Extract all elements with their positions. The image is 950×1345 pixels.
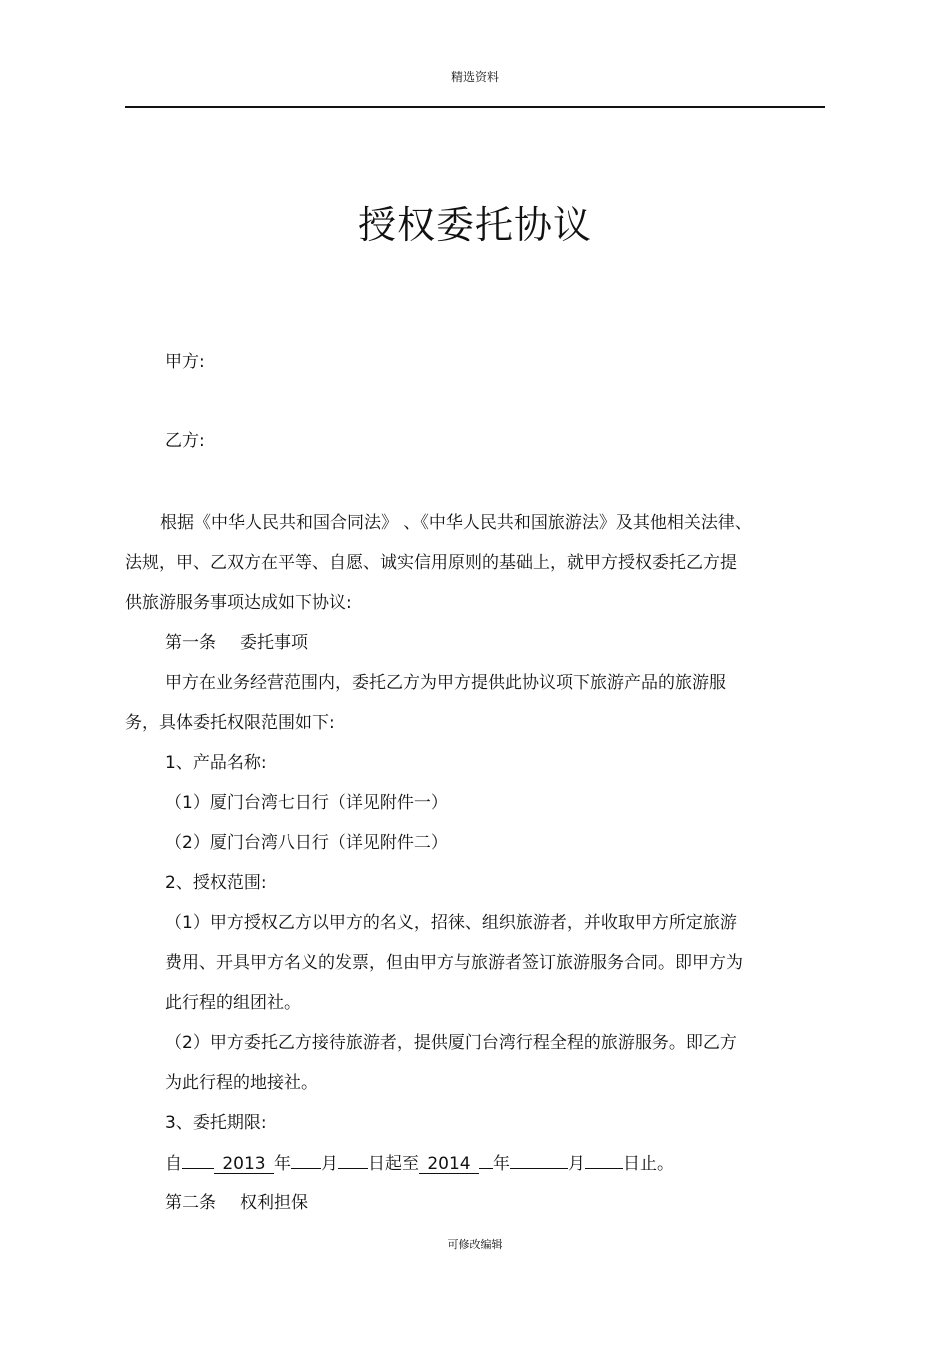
term-day-2: 日止。 xyxy=(623,1154,674,1174)
party-b-label: 乙方: xyxy=(165,431,205,451)
term-start-year: 2013 xyxy=(214,1155,274,1174)
article-1-heading xyxy=(165,628,308,653)
scope-2-line-1: （2）甲方委托乙方接待旅游者，提供厦门台湾行程全程的旅游服务。即乙方 xyxy=(165,1033,737,1053)
term-year-2: 年 xyxy=(493,1154,510,1174)
page-header: 精选资料 xyxy=(450,70,499,84)
item-3-label: 3、委托期限: xyxy=(165,1113,267,1133)
item-2-label: 2、授权范围: xyxy=(165,873,267,893)
party-a-label: 甲方: xyxy=(165,352,205,372)
term-line xyxy=(165,1149,674,1174)
article-1-title: 委托事项 xyxy=(240,633,308,653)
article-1-intro-line-2: 务，具体委托权限范围如下: xyxy=(125,713,335,733)
term-day-1: 日起至 xyxy=(368,1154,419,1174)
term-end-year: 2014 xyxy=(419,1155,479,1174)
scope-1-line-1: （1）甲方授权乙方以甲方的名义，招徕、组织旅游者，并收取甲方所定旅游 xyxy=(165,913,737,933)
term-day-1-blank xyxy=(338,1168,368,1169)
term-day-2-blank xyxy=(585,1168,623,1169)
header-rule xyxy=(125,106,825,108)
scope-2-line-2: 为此行程的地接社。 xyxy=(165,1073,318,1093)
scope-1-line-2: 费用、开具甲方名义的发票，但由甲方与旅游者签订旅游服务合同。即甲方为 xyxy=(165,953,743,973)
preamble-line-2: 法规，甲、乙双方在平等、自愿、诚实信用原则的基础上，就甲方授权委托乙方提 xyxy=(125,553,737,573)
term-month-2-blank xyxy=(510,1168,568,1169)
term-month-1-blank xyxy=(291,1168,321,1169)
term-from: 自 xyxy=(165,1154,182,1174)
preamble-line-1: 根据《中华人民共和国合同法》 、《中华人民共和国旅游法》及其他相关法律、 xyxy=(160,513,752,533)
item-1-label: 1、产品名称: xyxy=(165,753,267,773)
term-month-1: 月 xyxy=(321,1154,338,1174)
article-2-title: 权利担保 xyxy=(240,1193,308,1213)
term-year-2-blank xyxy=(479,1168,493,1169)
scope-1-line-3: 此行程的组团社。 xyxy=(165,993,301,1013)
product-2: （2）厦门台湾八日行（详见附件二） xyxy=(165,833,448,853)
article-1-intro-line-1: 甲方在业务经营范围内，委托乙方为甲方提供此协议项下旅游产品的旅游服 xyxy=(165,673,726,693)
document-title: 授权委托协议 xyxy=(357,203,592,247)
article-1-number: 第一条 xyxy=(165,633,216,653)
article-2-heading xyxy=(165,1188,308,1213)
page-footer: 可修改编辑 xyxy=(447,1238,503,1251)
term-month-2: 月 xyxy=(568,1154,585,1174)
preamble-line-3: 供旅游服务事项达成如下协议: xyxy=(125,593,352,613)
product-1: （1）厦门台湾七日行（详见附件一） xyxy=(165,793,448,813)
article-2-number: 第二条 xyxy=(165,1193,216,1213)
term-year-1: 年 xyxy=(274,1154,291,1174)
term-blank xyxy=(182,1168,214,1169)
